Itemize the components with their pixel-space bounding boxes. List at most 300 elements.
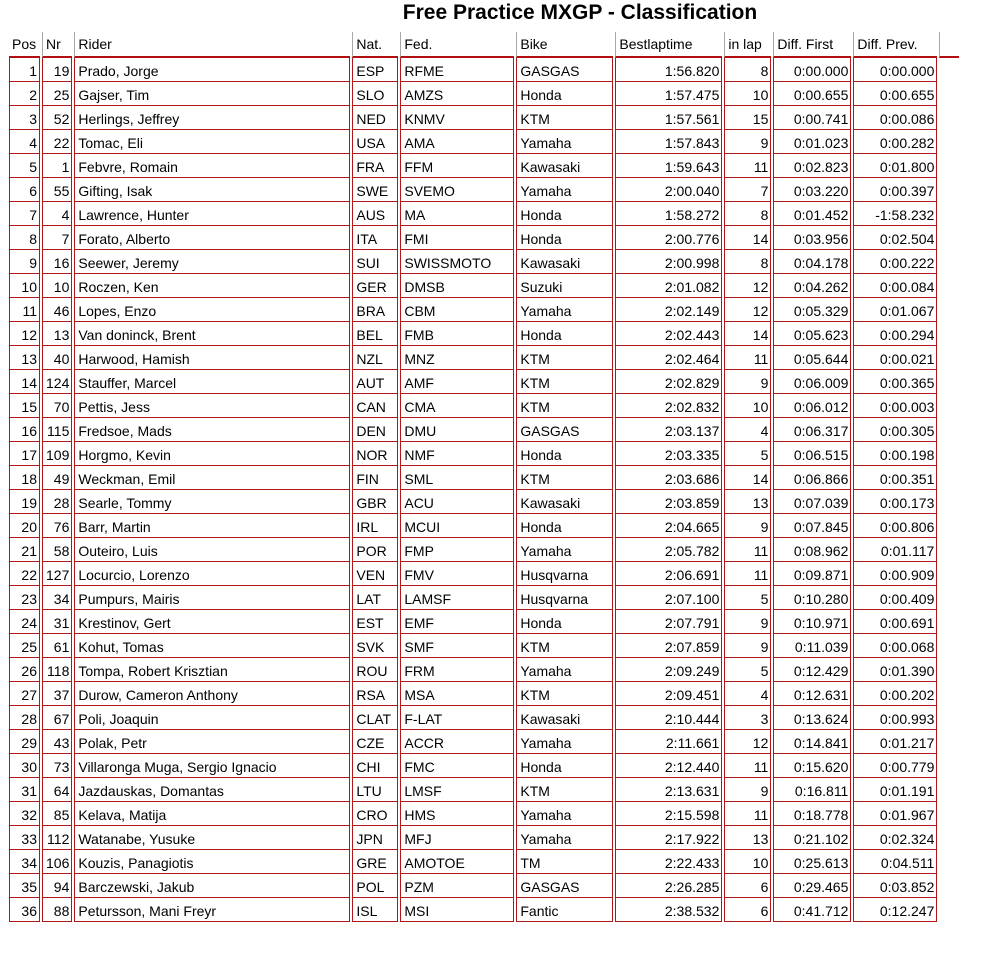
cell-bike: KTM	[516, 682, 613, 706]
cell-bike: GASGAS	[516, 874, 613, 898]
cell-fed: AMZS	[400, 82, 514, 106]
cell-nat: GBR	[352, 490, 398, 514]
cell-fed: PZM	[400, 874, 514, 898]
cell-pos: 12	[9, 322, 40, 346]
cell-in-lap: 8	[724, 58, 771, 82]
cell-bestlaptime: 2:07.791	[615, 610, 722, 634]
header-bestlaptime: Bestlaptime	[615, 32, 722, 58]
table-row	[9, 730, 959, 754]
cell-bestlaptime: 2:38.532	[615, 898, 722, 922]
classification-table	[7, 32, 961, 922]
table-row	[9, 442, 959, 466]
cell-rider: Kelava, Matija	[74, 802, 350, 826]
cell-nr: 52	[42, 106, 72, 130]
cell-in-lap: 14	[724, 466, 771, 490]
cell-pos: 33	[9, 826, 40, 850]
table-row	[9, 82, 959, 106]
cell-bestlaptime: 2:03.686	[615, 466, 722, 490]
cell-rider: Polak, Petr	[74, 730, 350, 754]
cell-diff-first: 0:09.871	[773, 562, 851, 586]
cell-in-lap: 10	[724, 394, 771, 418]
cell-bike: Yamaha	[516, 538, 613, 562]
cell-fed: MFJ	[400, 826, 514, 850]
cell-diff-prev: 0:00.655	[853, 82, 937, 106]
cell-fed: MSI	[400, 898, 514, 922]
table-row	[9, 634, 959, 658]
cell-bestlaptime: 2:15.598	[615, 802, 722, 826]
cell-diff-prev: -1:58.232	[853, 202, 937, 226]
cell-in-lap: 9	[724, 370, 771, 394]
cell-rider: Petursson, Mani Freyr	[74, 898, 350, 922]
cell-rider: Febvre, Romain	[74, 154, 350, 178]
cell-nr: 85	[42, 802, 72, 826]
cell-in-lap: 11	[724, 346, 771, 370]
header-diff-first: Diff. First	[773, 32, 851, 58]
cell-bestlaptime: 2:13.631	[615, 778, 722, 802]
cell-bestlaptime: 2:22.433	[615, 850, 722, 874]
cell-bike: Yamaha	[516, 178, 613, 202]
cell-diff-first: 0:12.631	[773, 682, 851, 706]
table-row	[9, 658, 959, 682]
cell-nat: ESP	[352, 58, 398, 82]
cell-bestlaptime: 1:57.475	[615, 82, 722, 106]
cell-bestlaptime: 2:02.829	[615, 370, 722, 394]
cell-in-lap: 11	[724, 562, 771, 586]
table-row	[9, 850, 959, 874]
cell-diff-first: 0:04.178	[773, 250, 851, 274]
cell-nr: 58	[42, 538, 72, 562]
cell-bike: GASGAS	[516, 418, 613, 442]
cell-in-lap: 11	[724, 754, 771, 778]
cell-bestlaptime: 2:05.782	[615, 538, 722, 562]
cell-diff-first: 0:08.962	[773, 538, 851, 562]
cell-in-lap: 12	[724, 730, 771, 754]
table-row	[9, 130, 959, 154]
cell-nr: 1	[42, 154, 72, 178]
cell-nr: 61	[42, 634, 72, 658]
cell-fed: FMC	[400, 754, 514, 778]
cell-bestlaptime: 1:58.272	[615, 202, 722, 226]
cell-fed: AMOTOE	[400, 850, 514, 874]
cell-in-lap: 11	[724, 538, 771, 562]
cell-rider: Weckman, Emil	[74, 466, 350, 490]
cell-bike: Kawasaki	[516, 490, 613, 514]
header-rider: Rider	[74, 32, 350, 58]
cell-pos: 1	[9, 58, 40, 82]
table-row	[9, 610, 959, 634]
cell-nat: CRO	[352, 802, 398, 826]
cell-nat: SWE	[352, 178, 398, 202]
cell-bestlaptime: 2:09.451	[615, 682, 722, 706]
cell-diff-prev: 0:00.691	[853, 610, 937, 634]
cell-pos: 19	[9, 490, 40, 514]
cell-in-lap: 7	[724, 178, 771, 202]
cell-bike: Kawasaki	[516, 706, 613, 730]
table-row	[9, 466, 959, 490]
cell-bike: Yamaha	[516, 130, 613, 154]
cell-diff-first: 0:13.624	[773, 706, 851, 730]
cell-diff-first: 0:06.317	[773, 418, 851, 442]
cell-pos: 29	[9, 730, 40, 754]
cell-in-lap: 11	[724, 154, 771, 178]
cell-bestlaptime: 1:57.843	[615, 130, 722, 154]
cell-fed: EMF	[400, 610, 514, 634]
cell-nr: 13	[42, 322, 72, 346]
cell-bike: KTM	[516, 466, 613, 490]
cell-in-lap: 5	[724, 586, 771, 610]
cell-rider: Harwood, Hamish	[74, 346, 350, 370]
cell-bestlaptime: 2:03.137	[615, 418, 722, 442]
cell-nr: 64	[42, 778, 72, 802]
cell-rider: Tompa, Robert Krisztian	[74, 658, 350, 682]
cell-rider: Lawrence, Hunter	[74, 202, 350, 226]
cell-nr: 19	[42, 58, 72, 82]
cell-diff-first: 0:21.102	[773, 826, 851, 850]
cell-fed: AMA	[400, 130, 514, 154]
page-title: Free Practice MXGP - Classification	[402, 1, 758, 24]
table-row	[9, 274, 959, 298]
cell-nr: 34	[42, 586, 72, 610]
cell-nr: 46	[42, 298, 72, 322]
cell-diff-first: 0:06.866	[773, 466, 851, 490]
cell-diff-prev: 0:00.084	[853, 274, 937, 298]
cell-pos: 35	[9, 874, 40, 898]
cell-in-lap: 11	[724, 802, 771, 826]
cell-rider: Tomac, Eli	[74, 130, 350, 154]
header-pos: Pos	[9, 32, 40, 58]
cell-fed: FRM	[400, 658, 514, 682]
cell-diff-first: 0:07.039	[773, 490, 851, 514]
cell-fed: MCUI	[400, 514, 514, 538]
cell-fed: HMS	[400, 802, 514, 826]
cell-bestlaptime: 2:17.922	[615, 826, 722, 850]
cell-in-lap: 10	[724, 82, 771, 106]
cell-pos: 20	[9, 514, 40, 538]
cell-bestlaptime: 2:07.100	[615, 586, 722, 610]
cell-diff-prev: 0:03.852	[853, 874, 937, 898]
cell-bike: Kawasaki	[516, 250, 613, 274]
cell-in-lap: 12	[724, 298, 771, 322]
cell-in-lap: 6	[724, 874, 771, 898]
cell-pos: 28	[9, 706, 40, 730]
cell-nr: 127	[42, 562, 72, 586]
cell-diff-prev: 0:00.993	[853, 706, 937, 730]
cell-in-lap: 5	[724, 658, 771, 682]
cell-bike: Yamaha	[516, 730, 613, 754]
cell-pos: 13	[9, 346, 40, 370]
cell-fed: CMA	[400, 394, 514, 418]
cell-in-lap: 9	[724, 634, 771, 658]
cell-rider: Gifting, Isak	[74, 178, 350, 202]
cell-diff-prev: 0:01.117	[853, 538, 937, 562]
cell-fed: CBM	[400, 298, 514, 322]
cell-nr: 109	[42, 442, 72, 466]
cell-nat: VEN	[352, 562, 398, 586]
cell-fed: NMF	[400, 442, 514, 466]
cell-nr: 124	[42, 370, 72, 394]
cell-rider: Watanabe, Yusuke	[74, 826, 350, 850]
cell-nat: SVK	[352, 634, 398, 658]
cell-nr: 31	[42, 610, 72, 634]
cell-diff-prev: 0:02.504	[853, 226, 937, 250]
cell-rider: Seewer, Jeremy	[74, 250, 350, 274]
cell-diff-first: 0:00.655	[773, 82, 851, 106]
cell-pos: 18	[9, 466, 40, 490]
table-row	[9, 154, 959, 178]
cell-in-lap: 9	[724, 610, 771, 634]
cell-rider: Forato, Alberto	[74, 226, 350, 250]
cell-pos: 21	[9, 538, 40, 562]
cell-rider: Roczen, Ken	[74, 274, 350, 298]
cell-diff-first: 0:04.262	[773, 274, 851, 298]
cell-nat: ROU	[352, 658, 398, 682]
cell-in-lap: 4	[724, 682, 771, 706]
cell-diff-first: 0:05.329	[773, 298, 851, 322]
cell-nat: EST	[352, 610, 398, 634]
cell-diff-first: 0:05.623	[773, 322, 851, 346]
cell-rider: Gajser, Tim	[74, 82, 350, 106]
cell-pos: 24	[9, 610, 40, 634]
cell-rider: Kouzis, Panagiotis	[74, 850, 350, 874]
cell-pos: 31	[9, 778, 40, 802]
cell-bike: Husqvarna	[516, 562, 613, 586]
header-nat: Nat.	[352, 32, 398, 58]
table-row	[9, 874, 959, 898]
cell-rider: Villaronga Muga, Sergio Ignacio	[74, 754, 350, 778]
cell-bike: Yamaha	[516, 298, 613, 322]
cell-fed: FFM	[400, 154, 514, 178]
cell-diff-first: 0:03.956	[773, 226, 851, 250]
cell-bike: Honda	[516, 202, 613, 226]
cell-diff-first: 0:15.620	[773, 754, 851, 778]
cell-rider: Barczewski, Jakub	[74, 874, 350, 898]
cell-fed: LAMSF	[400, 586, 514, 610]
cell-diff-first: 0:01.452	[773, 202, 851, 226]
table-row	[9, 898, 959, 922]
cell-nr: 40	[42, 346, 72, 370]
cell-pos: 2	[9, 82, 40, 106]
cell-diff-prev: 0:00.779	[853, 754, 937, 778]
cell-bike: Yamaha	[516, 802, 613, 826]
cell-diff-prev: 0:00.173	[853, 490, 937, 514]
cell-nr: 22	[42, 130, 72, 154]
cell-rider: Krestinov, Gert	[74, 610, 350, 634]
cell-diff-first: 0:29.465	[773, 874, 851, 898]
cell-fed: LMSF	[400, 778, 514, 802]
cell-pos: 26	[9, 658, 40, 682]
cell-nat: POR	[352, 538, 398, 562]
cell-bike: GASGAS	[516, 58, 613, 82]
cell-in-lap: 15	[724, 106, 771, 130]
cell-in-lap: 13	[724, 826, 771, 850]
cell-diff-first: 0:18.778	[773, 802, 851, 826]
cell-bike: Kawasaki	[516, 154, 613, 178]
cell-nat: GRE	[352, 850, 398, 874]
cell-rider: Van doninck, Brent	[74, 322, 350, 346]
cell-diff-first: 0:25.613	[773, 850, 851, 874]
cell-diff-prev: 0:00.409	[853, 586, 937, 610]
cell-rider: Herlings, Jeffrey	[74, 106, 350, 130]
cell-bestlaptime: 2:00.998	[615, 250, 722, 274]
cell-diff-first: 0:00.741	[773, 106, 851, 130]
header-nr: Nr	[42, 32, 72, 58]
cell-diff-first: 0:07.845	[773, 514, 851, 538]
cell-fed: SWISSMOTO	[400, 250, 514, 274]
cell-nat: USA	[352, 130, 398, 154]
cell-diff-first: 0:10.971	[773, 610, 851, 634]
cell-fed: SVEMO	[400, 178, 514, 202]
cell-rider: Durow, Cameron Anthony	[74, 682, 350, 706]
cell-pos: 34	[9, 850, 40, 874]
cell-pos: 8	[9, 226, 40, 250]
cell-diff-prev: 0:00.198	[853, 442, 937, 466]
cell-rider: Lopes, Enzo	[74, 298, 350, 322]
cell-bike: Honda	[516, 226, 613, 250]
cell-nat: NED	[352, 106, 398, 130]
cell-bestlaptime: 1:59.643	[615, 154, 722, 178]
header-extra	[939, 32, 959, 58]
cell-bestlaptime: 1:57.561	[615, 106, 722, 130]
cell-nr: 112	[42, 826, 72, 850]
cell-in-lap: 8	[724, 202, 771, 226]
cell-pos: 22	[9, 562, 40, 586]
cell-diff-prev: 0:00.003	[853, 394, 937, 418]
table-row	[9, 322, 959, 346]
cell-nat: AUS	[352, 202, 398, 226]
cell-nat: CAN	[352, 394, 398, 418]
cell-nat: ISL	[352, 898, 398, 922]
cell-nr: 49	[42, 466, 72, 490]
cell-diff-prev: 0:01.390	[853, 658, 937, 682]
cell-diff-prev: 0:01.800	[853, 154, 937, 178]
cell-pos: 4	[9, 130, 40, 154]
cell-bestlaptime: 2:00.776	[615, 226, 722, 250]
cell-pos: 11	[9, 298, 40, 322]
cell-diff-prev: 0:04.511	[853, 850, 937, 874]
header-fed: Fed.	[400, 32, 514, 58]
cell-in-lap: 14	[724, 322, 771, 346]
cell-diff-first: 0:06.515	[773, 442, 851, 466]
table-row	[9, 346, 959, 370]
cell-nat: RSA	[352, 682, 398, 706]
cell-in-lap: 9	[724, 514, 771, 538]
cell-fed: MSA	[400, 682, 514, 706]
cell-diff-first: 0:14.841	[773, 730, 851, 754]
cell-fed: AMF	[400, 370, 514, 394]
cell-nat: CHI	[352, 754, 398, 778]
cell-nat: FIN	[352, 466, 398, 490]
header-diff-prev: Diff. Prev.	[853, 32, 937, 58]
cell-pos: 10	[9, 274, 40, 298]
cell-nat: BEL	[352, 322, 398, 346]
cell-diff-prev: 0:00.365	[853, 370, 937, 394]
cell-in-lap: 9	[724, 778, 771, 802]
cell-in-lap: 13	[724, 490, 771, 514]
cell-nat: DEN	[352, 418, 398, 442]
cell-diff-prev: 0:00.068	[853, 634, 937, 658]
cell-in-lap: 5	[724, 442, 771, 466]
cell-rider: Locurcio, Lorenzo	[74, 562, 350, 586]
table-row	[9, 250, 959, 274]
cell-diff-prev: 0:01.217	[853, 730, 937, 754]
cell-nr: 76	[42, 514, 72, 538]
table-row	[9, 706, 959, 730]
table-row	[9, 778, 959, 802]
cell-nr: 7	[42, 226, 72, 250]
table-row	[9, 202, 959, 226]
cell-bestlaptime: 2:02.464	[615, 346, 722, 370]
cell-fed: MNZ	[400, 346, 514, 370]
cell-nr: 106	[42, 850, 72, 874]
cell-rider: Searle, Tommy	[74, 490, 350, 514]
cell-nat: FRA	[352, 154, 398, 178]
cell-in-lap: 10	[724, 850, 771, 874]
cell-rider: Horgmo, Kevin	[74, 442, 350, 466]
cell-bike: Fantic	[516, 898, 613, 922]
cell-fed: RFME	[400, 58, 514, 82]
cell-diff-prev: 0:00.222	[853, 250, 937, 274]
cell-nat: NZL	[352, 346, 398, 370]
cell-bestlaptime: 2:03.335	[615, 442, 722, 466]
cell-diff-first: 0:11.039	[773, 634, 851, 658]
table-row	[9, 826, 959, 850]
cell-bestlaptime: 2:06.691	[615, 562, 722, 586]
cell-diff-prev: 0:00.294	[853, 322, 937, 346]
cell-bike: KTM	[516, 394, 613, 418]
cell-diff-first: 0:03.220	[773, 178, 851, 202]
cell-pos: 5	[9, 154, 40, 178]
cell-pos: 27	[9, 682, 40, 706]
cell-nat: ITA	[352, 226, 398, 250]
cell-diff-first: 0:12.429	[773, 658, 851, 682]
cell-bestlaptime: 2:02.149	[615, 298, 722, 322]
cell-diff-first: 0:02.823	[773, 154, 851, 178]
cell-bike: TM	[516, 850, 613, 874]
cell-rider: Outeiro, Luis	[74, 538, 350, 562]
cell-nat: SUI	[352, 250, 398, 274]
cell-bike: Honda	[516, 754, 613, 778]
cell-nr: 55	[42, 178, 72, 202]
cell-bike: KTM	[516, 634, 613, 658]
cell-fed: FMV	[400, 562, 514, 586]
cell-fed: FMI	[400, 226, 514, 250]
cell-nr: 25	[42, 82, 72, 106]
cell-fed: DMSB	[400, 274, 514, 298]
cell-bike: Suzuki	[516, 274, 613, 298]
cell-pos: 30	[9, 754, 40, 778]
cell-bestlaptime: 2:26.285	[615, 874, 722, 898]
cell-bike: Yamaha	[516, 826, 613, 850]
table-row	[9, 586, 959, 610]
cell-diff-prev: 0:01.067	[853, 298, 937, 322]
cell-bestlaptime: 2:09.249	[615, 658, 722, 682]
cell-diff-prev: 0:12.247	[853, 898, 937, 922]
header-row	[9, 32, 959, 58]
cell-nat: SLO	[352, 82, 398, 106]
cell-diff-first: 0:41.712	[773, 898, 851, 922]
cell-fed: KNMV	[400, 106, 514, 130]
cell-diff-prev: 0:00.282	[853, 130, 937, 154]
cell-nr: 10	[42, 274, 72, 298]
cell-pos: 25	[9, 634, 40, 658]
table-row	[9, 298, 959, 322]
cell-bike: Honda	[516, 514, 613, 538]
header-bike: Bike	[516, 32, 613, 58]
cell-rider: Pettis, Jess	[74, 394, 350, 418]
cell-rider: Stauffer, Marcel	[74, 370, 350, 394]
cell-rider: Barr, Martin	[74, 514, 350, 538]
table-row	[9, 562, 959, 586]
